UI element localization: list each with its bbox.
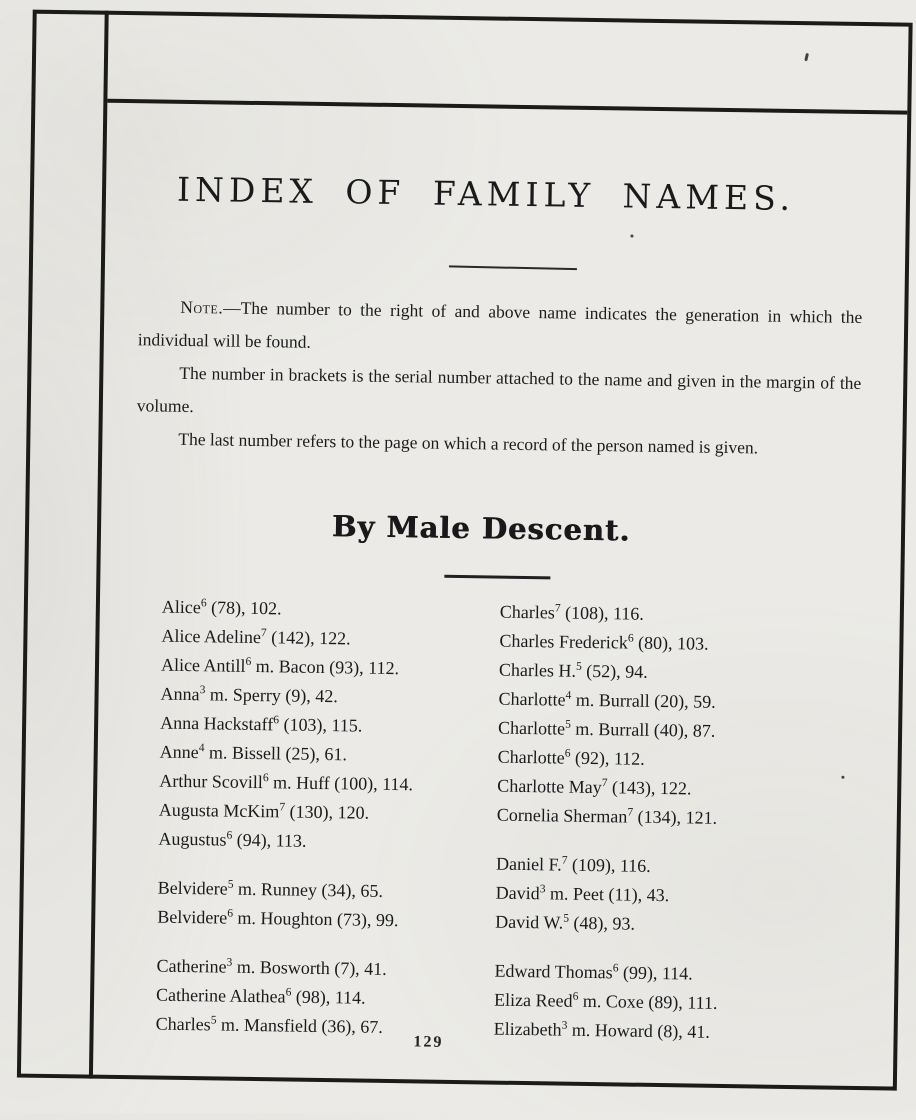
generation-superscript: 5 — [565, 718, 572, 731]
index-entry: Belvidere$^6$ m. Houghton (73), 99. — [157, 906, 399, 931]
section-heading: By Male Descent. — [331, 509, 631, 548]
index-entry: Alice Antill$^6$ m. Bacon (93), 112. — [160, 654, 400, 679]
index-entry: Daniel F.$^7$ (109), 116. — [495, 853, 651, 876]
generation-superscript: 4 — [198, 741, 205, 754]
note-label: Note. — [180, 296, 224, 318]
index-entry: Elizabeth$^3$ m. Howard (8), 41. — [493, 1018, 710, 1042]
index-entry: Charles Frederick$^6$ (80), 103. — [499, 630, 709, 654]
generation-superscript: 6 — [262, 771, 269, 784]
page-number: 129 — [413, 1033, 444, 1051]
generation-superscript: 6 — [200, 596, 207, 609]
note-paragraph — [137, 356, 862, 433]
index-entry: Belvidere$^5$ m. Runney (34), 65. — [157, 877, 384, 901]
generation-superscript: 3 — [226, 956, 233, 969]
generation-superscript: 5 — [575, 660, 582, 673]
index-columns — [93, 592, 900, 1070]
index-entry: Charles$^7$ (108), 116. — [499, 601, 645, 624]
generation-superscript: 4 — [565, 689, 572, 702]
note-text: The number in brackets is the serial number attached to the name and given in the margin of the volume. — [136, 362, 862, 417]
section-divider-rule — [444, 575, 550, 580]
index-entry: David W.$^5$ (48), 93. — [495, 911, 636, 934]
index-entry: Catherine Alathea$^6$ (98), 114. — [155, 984, 366, 1008]
index-entry: Charlotte$^6$ (92), 112. — [497, 746, 645, 769]
index-entry: Anna$^3$ m. Sperry (9), 42. — [160, 683, 338, 707]
page-title: INDEX OF FAMILY NAMES. — [176, 169, 796, 218]
note-text: —The number to the right of and above name indicates the generation in which the individual will be found. — [137, 297, 863, 352]
index-entry: Charlotte$^4$ m. Burrall (20), 59. — [498, 688, 716, 712]
index-entry: Charles H.$^5$ (52), 94. — [498, 659, 648, 682]
generation-superscript: 7 — [561, 854, 568, 867]
generation-superscript: 3 — [199, 683, 206, 696]
index-entry: Arthur Scovill$^6$ m. Huff (100), 114. — [159, 770, 414, 795]
generation-superscript: 6 — [285, 985, 292, 999]
index-entry: Anne$^4$ m. Bissell (25), 61. — [159, 741, 348, 765]
index-group — [495, 850, 836, 942]
index-group — [497, 598, 840, 835]
generation-superscript: 6 — [564, 747, 571, 760]
generation-superscript: 6 — [273, 713, 280, 726]
index-entry: Anna Hackstaff$^6$ (103), 115. — [160, 712, 363, 736]
index-group — [157, 874, 494, 937]
index-group — [158, 593, 498, 859]
generation-superscript: 5 — [227, 878, 234, 891]
title-divider-rule — [449, 265, 577, 270]
index-column-right — [493, 598, 840, 1069]
generation-superscript: 6 — [572, 990, 579, 1003]
generation-superscript: 7 — [260, 626, 267, 639]
generation-superscript: 5 — [210, 1013, 217, 1026]
generation-superscript: 7 — [554, 601, 561, 615]
generation-superscript: 6 — [245, 655, 252, 668]
note-block — [136, 290, 862, 466]
generation-superscript: 6 — [627, 632, 634, 645]
index-entry: Alice$^6$ (78), 102. — [161, 596, 282, 619]
index-entry: Edward Thomas$^6$ (99), 114. — [494, 960, 693, 984]
generation-superscript: 6 — [612, 961, 619, 974]
generation-superscript: 6 — [227, 907, 234, 920]
index-entry: Eliza Reed$^6$ m. Coxe (89), 111. — [493, 989, 718, 1013]
index-entry: Augusta McKim$^7$ (130), 120. — [158, 799, 370, 823]
generation-superscript: 6 — [226, 829, 233, 842]
index-entry: Cornelia Sherman$^7$ (134), 121. — [496, 804, 718, 828]
generation-superscript: 7 — [627, 806, 634, 819]
index-entry: Augustus$^6$ (94), 113. — [158, 828, 307, 851]
index-column-left — [155, 593, 498, 1064]
index-entry: Alice Adeline$^7$ (142), 122. — [161, 625, 351, 649]
index-entry: Charlotte May$^7$ (143), 122. — [497, 775, 692, 799]
index-entry: Charles$^5$ m. Mansfield (36), 67. — [155, 1013, 384, 1037]
generation-superscript: 5 — [563, 912, 570, 925]
index-entry: Charlotte$^5$ m. Burrall (40), 87. — [497, 717, 716, 741]
generation-superscript: 3 — [539, 882, 546, 895]
index-entry: David$^3$ m. Peet (11), 43. — [495, 882, 670, 906]
index-entry: Catherine$^3$ m. Bosworth (7), 41. — [156, 955, 387, 979]
generation-superscript: 3 — [561, 1019, 568, 1032]
generation-superscript: 7 — [601, 776, 608, 789]
note-paragraph — [138, 290, 863, 367]
note-text: The last number refers to the page on which a record of the person named is given. — [178, 428, 759, 458]
page-content — [93, 103, 907, 1095]
generation-superscript: 7 — [279, 800, 286, 813]
